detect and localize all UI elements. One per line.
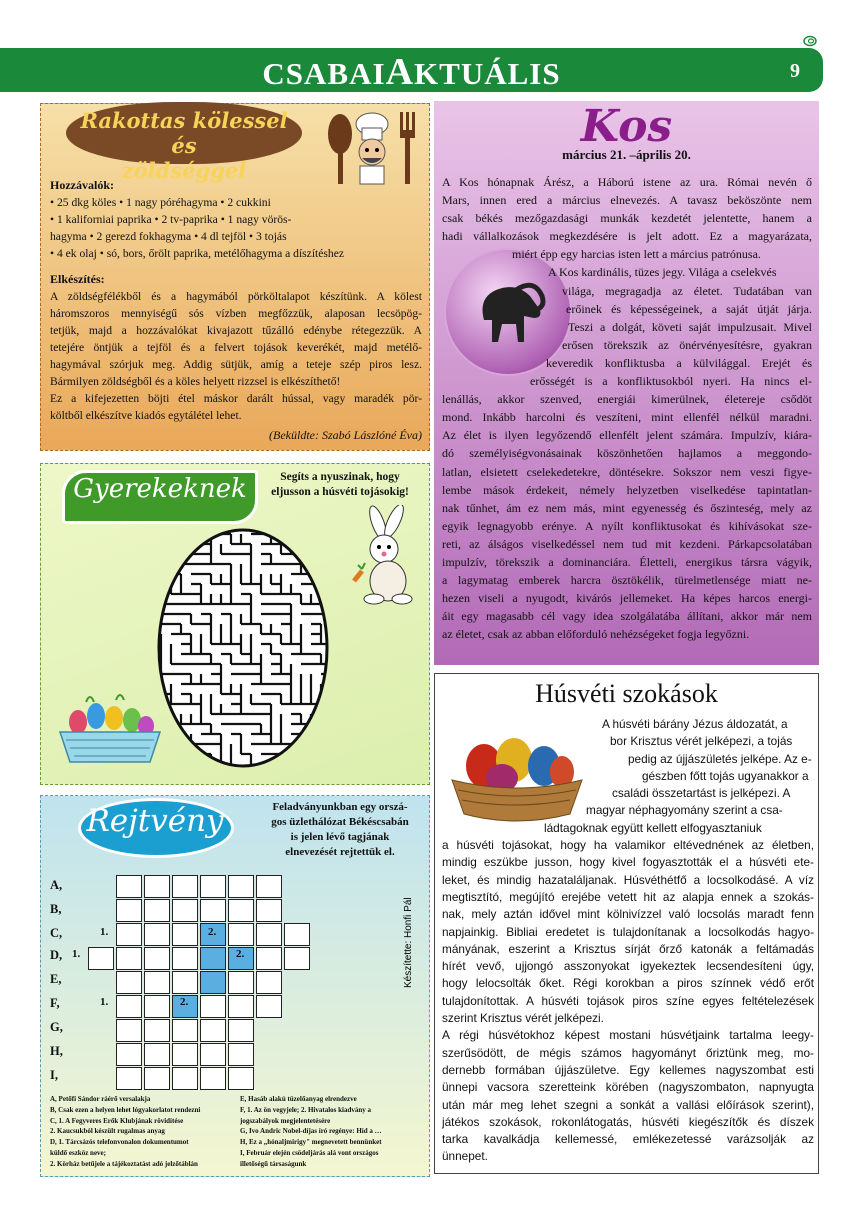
crossword-cell <box>144 947 170 970</box>
crossword-cell <box>144 1043 170 1066</box>
recipe-signature: (Beküldte: Szabó Lászlóné Éva) <box>269 428 422 442</box>
crossword-cell <box>200 1019 226 1042</box>
chef-cutlery-icon <box>322 108 422 186</box>
row-label: G, <box>50 1020 63 1034</box>
crossword-cell <box>116 875 142 898</box>
crossword-cell <box>144 995 170 1018</box>
egg-basket-icon <box>56 690 164 770</box>
row-label: A, <box>50 878 63 892</box>
crossword-cell <box>256 899 282 922</box>
egg-maze-icon <box>155 520 331 768</box>
svg-text:Készítette: Honfi Pál: Készítette: Honfi Pál <box>403 897 414 988</box>
cell-number: 2. <box>180 996 189 1008</box>
kids-title: Gyerekeknek <box>73 474 247 504</box>
prep-line: tetejére öntjük a tejföl és a felvert tojások keverékét, majd metélő- <box>50 341 422 354</box>
crossword-cell <box>172 947 198 970</box>
ingredient-line: • 25 dkg köles • 1 nagy póréhagyma • 2 cukkini <box>50 196 271 209</box>
row-label: B, <box>50 902 62 916</box>
preparation-text <box>50 288 422 424</box>
crossword-cell <box>200 1067 226 1090</box>
cell-number: 1. <box>100 926 109 938</box>
crossword-cell <box>116 971 142 994</box>
crossword-cell <box>116 1019 142 1042</box>
crossword-cell <box>88 947 114 970</box>
ingredients-list <box>50 194 420 262</box>
preparation-heading: Elkészítés: <box>50 272 105 286</box>
crossword-cell <box>116 899 142 922</box>
crossword-cell <box>256 971 282 994</box>
puzzle-intro: Feladványunkban egy orszá- gos üzlethálózat Békéscsabán is jelen lévő tagjának elnevezését rejtettük el. <box>271 801 409 858</box>
row-label: D, <box>50 948 63 962</box>
prep-line: A zöldségfélékből és a hagymából pörköltalapot készítünk. A kölest <box>50 290 422 303</box>
crossword-cell <box>256 875 282 898</box>
horoscope-date: március 21. –április 20. <box>562 147 691 162</box>
crossword-cell <box>228 995 254 1018</box>
prep-line: Bármilyen zöldségből és a köles helyett rizzsel is elkészíthető! <box>50 375 341 388</box>
row-label: H, <box>50 1044 63 1058</box>
clues-left: A, Petőfi Sándor ráérő versalakja B, Csak ezen a helyen lehet lógyakorlatot rendezni C, 1. A Fegyveres Erők Klubjának rövidítése 2. Kaucsukból készült rugalmas anyag D, 1. Tárcsázós telefonvonalon dokumentumot küldő eszköz neve; 2. Körház betűjele a tájékoztatást adó jelzőtáblán <box>50 1095 201 1168</box>
easter-text: A húsvéti bárány Jézus áldozatát, a bor Krisztus vérét jelképezi, a tojás pedig az újjászületés jelképe. Az e- gészben főtt tojás ugyanakkor a családi összetartást is jelképezi. A magyar néphagyomány szerint a csa- ládtagoknak együtt kellett elfogyasztaniuk a húsvéti tojásokat, hogy ha valamikor eltévednének az életben, mindig eszükbe jusson, hogy kivel fogyasztották el a húsvéti ete- leket, és mindig hazataláljanak. Húsvéthétfő a locsolkodásé. A víz megtisztító, megújító erejébe vetett hit az alapja ennek a szokás- nak, mely aztán idővel mint kölnivízzel való locsolás maradt fenn napjainkig. Bibliai eredetet is tulajdonítanak a locsolkodás hagyo- mányának, eszerint a Krisztus sírját őrző katonák a feltámadás hírét vevő, ujjongó asszonyokat igyekeztek lecsendesíteni úgy, hogy lelocsolták őket. Régi korokban a piros színnek védő erőt tulajdonítottak. A húsvéti tojások piros színe egyes feltételezések szerint Krisztus vérét jelképezi. A régi húsvétokhoz képest mostani húsvétjaink tartalma leegy- szerűsödött, de mégis számos hagyományt őriztünk meg, mo- dernebb formában újjászületve. Egy kellemes nagyszombat esti ünnepi vacsora szeretteink körében (nagyszombaton, napnyugta után már meg lehet szegni a sonkát a vallási előírások szerint), játékos szokások, rokonlátogatás, húsvéti kiegészítők és díszek tarka kavalkádja kellemessé, emlékezetessé varázsolják az ünnepet. <box>442 717 814 1164</box>
easter-title: Húsvéti szokások <box>535 679 718 708</box>
crossword-cell <box>172 1019 198 1042</box>
crossword-cell <box>172 923 198 946</box>
crossword-cell <box>172 971 198 994</box>
crossword-cell <box>228 923 254 946</box>
crossword-cell <box>228 899 254 922</box>
crossword-cell <box>144 1019 170 1042</box>
row-label: C, <box>50 926 63 940</box>
puzzle-title: Rejtvény <box>86 803 224 839</box>
crossword-cell <box>256 995 282 1018</box>
clues-right: E, Hasáb alakú tüzelőanyag elrendezve F, 1. Az ön vegyjele; 2. Hivatalos kiadvány a jogszabályok megjelentetésére G, Ivo Andric Nobel-díjas író regénye: Híd a … H, Ez a „hónaljmirigy" megnevetett bennünket I, Február elején csödeljárás alá vont országos illetőségű társaságunk <box>240 1095 382 1168</box>
crossword-cell <box>200 1043 226 1066</box>
crossword-cell <box>228 875 254 898</box>
prep-line: háromszoros mennyiségű sós vízben megfőzzük, alaposan lecsöpög- <box>50 307 422 320</box>
horoscope-text: A Kos hónapnak Árész, a Háború istene az ura. Római nevén ő Mars, innen ered a március elnevezés. A tavasz beköszönte nem csak békés mezőgazdasági munkák kezdetét jelentette, hanem a hadi vállalkozások megkezdésére is jelt adott. Ez a magyarázata, miért épp egy harcias isten lett a március patrónusa. A Kos kardinális, tüzes jegy. Világa a cselekvés világa, megragadja az életet. Tudatában van erőinek és képességeinek, a saját útját járja. Teszi a dolgát, követi saját impulzusait. Mivel erősen törekszik az önérvényesítésre, gyakran keveredik konfliktusba a külvilággal. Erejét és erősségét is a konfliktusokból nyeri. Ha nincs el- lenállás, akkor szenved, energiái kimerülnek, életereje csődöt mond. Inkább harcolni és veszíteni, mint ellenfél nélkül maradni. Az élet is ilyen legyőzendő ellenfélt jelent számára. Impulzív, kiára- dó személyiségvonásainak köszönhetően hajlamos a meggondo- latlan, elsietett cselekedetekre, döntésekre. Sokszor nem veszi figye- lembe mások érdekeit, némely helyzetben viselkedése tapintatlan- nak tűnhet, ám ez nem más, mint egyenesség és őszinteség, mely az egyik legnagyobb erénye. A nyílt konfliktusokat és kihívásokat sze- reti, az álságos viselkedéssel nem tud mit kezdeni. Párkapcsolatában impulzív, törekszik a dominanciára. Életteli, energikus társra vágyik, a lagymatag emberek harcra ösztökélik, türelmetlensége miatt ne- hezen viseli a nyugodt, kivárós jellemeket. Ha képes harcos energi- áit egy magasabb cél vagy idea szolgálatába állítani, akkor már nem az életet, csak az abban előforduló nehézségeket fogja legyőzni. <box>442 175 812 642</box>
crossword-cell <box>228 1019 254 1042</box>
swirl-icon <box>802 34 818 48</box>
crossword-cell <box>228 1043 254 1066</box>
prep-line: költből elkészítve kiadós egytálétel lehet. <box>50 409 242 422</box>
recipe-title: Rakottas kölessel és zöldséggel <box>80 108 288 183</box>
cell-number: 2. <box>236 948 245 960</box>
crossword-cell <box>116 1067 142 1090</box>
kids-instruction: Segíts a nyuszinak, hogy eljusson a húsvéti tojásokig! <box>271 471 409 498</box>
cell-number: 1. <box>72 948 81 960</box>
cell-number: 2. <box>208 926 217 938</box>
row-label: I, <box>50 1068 58 1082</box>
page-number: 9 <box>790 60 800 82</box>
prep-line: tetjük, majd a hozzávalókat kivajazott tűzálló edénybe rétegezzük. A <box>50 324 422 337</box>
crossword-cell <box>144 875 170 898</box>
puzzle-credit <box>398 880 418 990</box>
crossword-cell <box>228 971 254 994</box>
crossword-cell <box>172 899 198 922</box>
crossword-cell <box>228 1067 254 1090</box>
ingredient-line: • 4 ek olaj • só, bors, őrölt paprika, metélőhagyma a díszítéshez <box>50 247 345 260</box>
crossword-cell <box>200 875 226 898</box>
ingredient-line: • 1 kaliforniai paprika • 2 tv-paprika • 1 nagy vörös- <box>50 213 292 226</box>
crossword-cell <box>172 1067 198 1090</box>
crossword-cell <box>200 899 226 922</box>
crossword-cell <box>116 923 142 946</box>
crossword-cell <box>200 947 226 970</box>
crossword-cell <box>116 1043 142 1066</box>
crossword-cell <box>284 923 310 946</box>
ingredients-heading: Hozzávalók: <box>50 178 114 192</box>
row-label: F, <box>50 996 60 1010</box>
magazine-title: CSABAIAKTUÁLIS <box>262 51 561 93</box>
crossword-cell <box>144 923 170 946</box>
crossword-cell <box>200 995 226 1018</box>
prep-line: hagymával szórjuk meg. Addig sütjük, amíg a teteje szép piros lesz. <box>50 358 422 371</box>
crossword-cell <box>256 947 282 970</box>
crossword-cell <box>116 995 142 1018</box>
crossword-cell <box>144 1067 170 1090</box>
crossword-cell <box>116 947 142 970</box>
prep-line: Ez a kifejezetten böjti étel máskor darált hússal, vagy maradék pör- <box>50 392 422 405</box>
crossword-cell <box>256 923 282 946</box>
crossword-cell <box>144 899 170 922</box>
horoscope-title: Kos <box>580 101 673 152</box>
crossword-cell <box>172 1043 198 1066</box>
crossword-cell <box>284 947 310 970</box>
cell-number: 1. <box>100 996 109 1008</box>
bunny-icon <box>348 505 420 605</box>
crossword-cell <box>144 971 170 994</box>
row-label: E, <box>50 972 62 986</box>
crossword-cell <box>200 971 226 994</box>
crossword-cell <box>172 875 198 898</box>
ingredient-line: hagyma • 2 gerezd fokhagyma • 4 dl tejföl • 3 tojás <box>50 230 287 243</box>
